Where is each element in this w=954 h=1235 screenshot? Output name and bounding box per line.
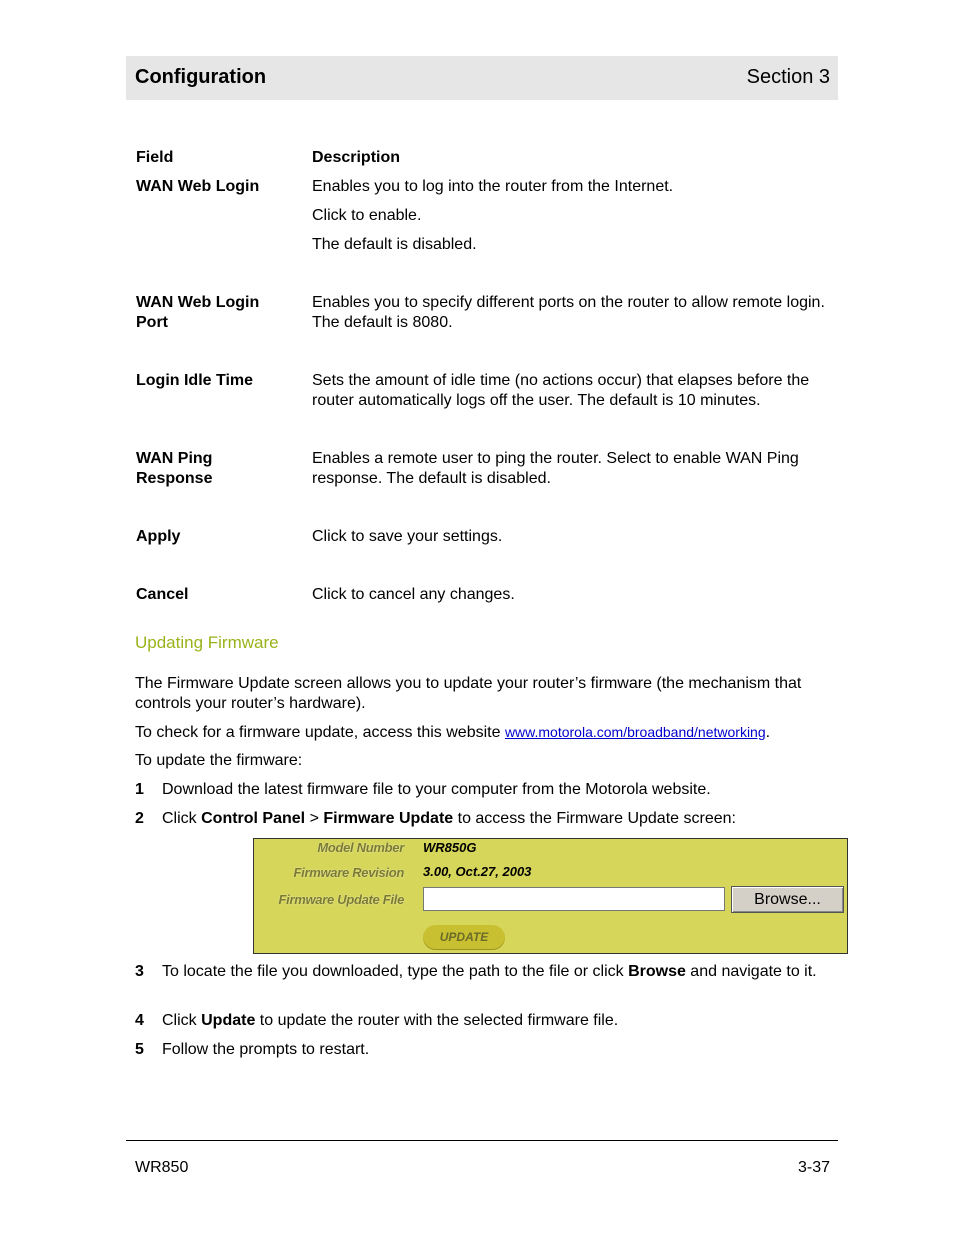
field-description bbox=[312, 449, 832, 498]
step-number: 3 bbox=[135, 963, 144, 980]
page-header bbox=[126, 56, 838, 100]
step-text bbox=[162, 809, 832, 829]
control-panel-term: Control Panel bbox=[201, 810, 306, 827]
firmware-revision-label: Firmware Revision bbox=[293, 865, 404, 880]
firmware-update-file-label: Firmware Update File bbox=[278, 892, 404, 907]
step-number: 5 bbox=[135, 1041, 144, 1058]
col-field-header: Field bbox=[136, 149, 174, 166]
field-name: WAN Web Login Port bbox=[136, 294, 260, 331]
motorola-website-link[interactable]: www.motorola.com/broadband/networking bbox=[504, 724, 766, 740]
step-number: 4 bbox=[135, 1012, 144, 1029]
field-name: Cancel bbox=[136, 586, 189, 603]
update-term: Update bbox=[201, 1012, 256, 1029]
step-text-part: > bbox=[305, 810, 324, 827]
footer-model: WR850 bbox=[135, 1159, 189, 1176]
step-text-part: To locate the file you downloaded, type the path to the file or click bbox=[162, 963, 629, 980]
col-description-header: Description bbox=[312, 149, 401, 166]
check-paragraph bbox=[135, 722, 835, 743]
description-line: The default is disabled. bbox=[312, 236, 477, 253]
model-number-label: Model Number bbox=[317, 840, 404, 855]
field-description bbox=[312, 527, 832, 556]
browse-term: Browse bbox=[628, 963, 686, 980]
firmware-file-input[interactable] bbox=[423, 887, 725, 911]
update-button[interactable]: UPDATE bbox=[423, 925, 505, 950]
description-line: Click to enable. bbox=[312, 207, 422, 224]
field-name: WAN Ping Response bbox=[136, 450, 213, 487]
firmware-revision-value: 3.00, Oct.27, 2003 bbox=[423, 864, 532, 879]
description-line: Enables you to log into the router from the Internet. bbox=[312, 178, 674, 195]
step-text bbox=[162, 1011, 832, 1031]
check-suffix: . bbox=[765, 724, 771, 741]
step-text: Download the latest firmware file to your computer from the Motorola website. bbox=[162, 781, 711, 798]
step-text-part: Click bbox=[162, 810, 202, 827]
description-line: Click to save your settings. bbox=[312, 528, 503, 545]
step-text-part: to update the router with the selected firmware file. bbox=[255, 1012, 619, 1029]
description-line: Enables you to specify different ports on the router to allow remote login. The default is 8080. bbox=[312, 294, 825, 331]
step-text-part: and navigate to it. bbox=[685, 963, 817, 980]
firmware-update-screen bbox=[253, 838, 848, 954]
to-update-paragraph: To update the firmware: bbox=[135, 752, 303, 769]
step-text-part: to access the Firmware Update screen: bbox=[453, 810, 736, 827]
firmware-update-term: Firmware Update bbox=[323, 810, 454, 827]
footer-page-number: 3-37 bbox=[797, 1159, 830, 1176]
field-name: Login Idle Time bbox=[136, 372, 254, 389]
description-line: Sets the amount of idle time (no actions occur) that elapses before the router automatically logs off the user. The default is 10 minutes. bbox=[312, 372, 810, 409]
header-section: Section 3 bbox=[746, 66, 830, 88]
description-line: Enables a remote user to ping the router. Select to enable WAN Ping response. The default is disabled. bbox=[312, 450, 799, 487]
field-description bbox=[312, 585, 832, 614]
check-prefix: To check for a firmware update, access this website bbox=[135, 724, 505, 741]
field-name: WAN Web Login bbox=[136, 178, 260, 195]
model-number-value: WR850G bbox=[423, 840, 477, 855]
step-number: 1 bbox=[135, 781, 144, 798]
intro-paragraph: The Firmware Update screen allows you to update your router’s firmware (the mechanism that controls your router’s hardware). bbox=[135, 675, 802, 712]
field-description bbox=[312, 177, 832, 264]
section-heading: Updating Firmware bbox=[135, 633, 279, 652]
step-text bbox=[162, 962, 832, 982]
step-number: 2 bbox=[135, 810, 144, 827]
description-line: Click to cancel any changes. bbox=[312, 586, 515, 603]
header-title: Configuration bbox=[135, 66, 267, 88]
step-text-part: Click bbox=[162, 1012, 202, 1029]
field-name: Apply bbox=[136, 528, 181, 545]
step-text: Follow the prompts to restart. bbox=[162, 1041, 370, 1058]
field-description bbox=[312, 293, 832, 342]
footer-divider bbox=[126, 1140, 838, 1141]
browse-button[interactable]: Browse... bbox=[731, 886, 844, 913]
field-description bbox=[312, 371, 832, 420]
